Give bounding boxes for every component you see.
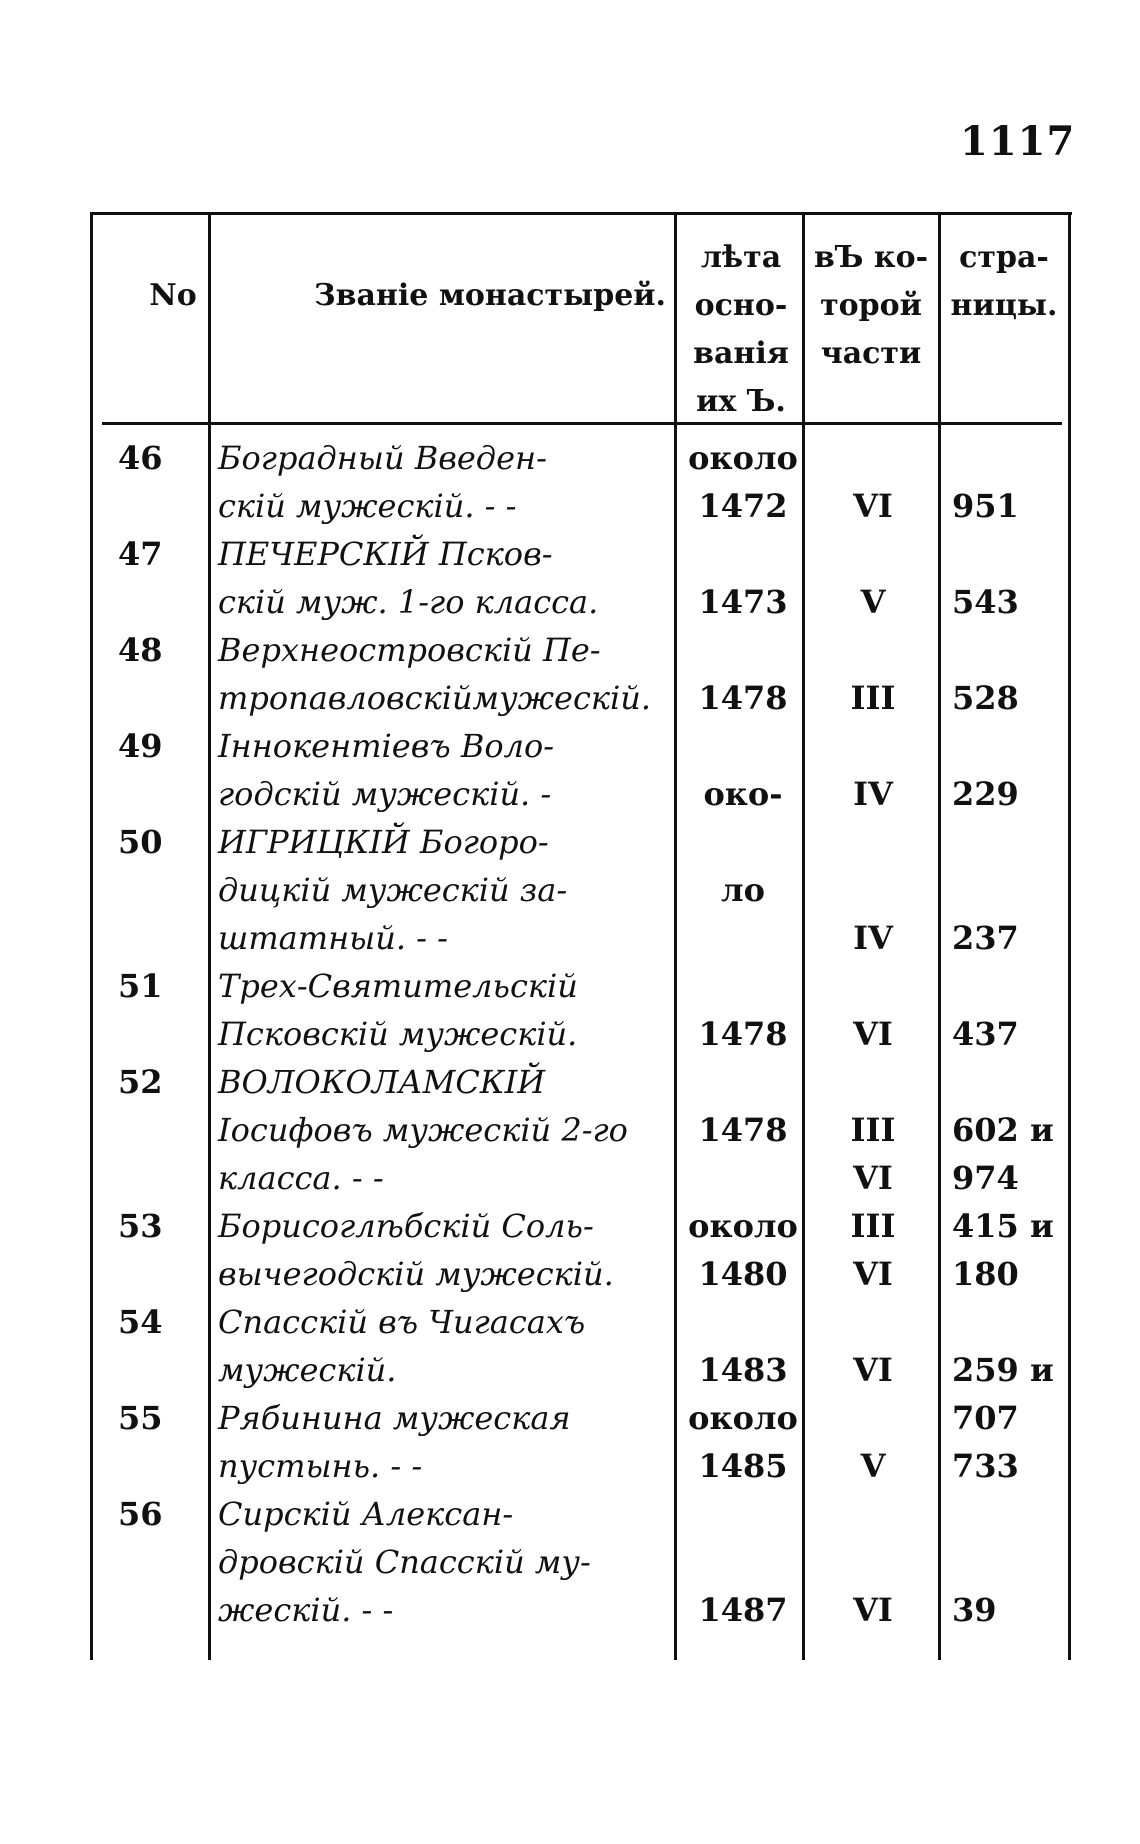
row-year: ло (721, 871, 765, 909)
row-year: около 1472 (688, 439, 798, 525)
row-year: 1483 (698, 1351, 788, 1389)
table-row (90, 1298, 1080, 1394)
row-title: Боградный Введен- скій мужескій. - - (218, 439, 547, 525)
row-year: около 1480 (688, 1207, 798, 1293)
row-number: 51 (118, 967, 163, 1005)
row-part: V (860, 583, 886, 621)
row-page: 229 (952, 775, 1019, 813)
row-page: 39 (952, 1591, 997, 1629)
table-row (90, 818, 1080, 962)
row-part: IV (853, 919, 893, 957)
row-year: 1478 (698, 679, 788, 717)
row-title: Сирскій Алексан- дровскій Спасскій му- жескій. - - (218, 1495, 591, 1629)
row-page: 437 (952, 1015, 1019, 1053)
monastery-table (90, 212, 1080, 1660)
row-number: 55 (118, 1399, 163, 1437)
row-year: око- (703, 775, 783, 813)
row-number: 48 (118, 631, 163, 669)
row-part: V (860, 1447, 886, 1485)
header-title: Званіе монастырей. (314, 278, 666, 313)
header-no: No (149, 278, 197, 313)
row-part: VI (853, 1015, 893, 1053)
row-page: 707 733 (952, 1399, 1019, 1485)
row-year: около 1485 (688, 1399, 798, 1485)
table-row (90, 722, 1080, 818)
row-page: 951 (952, 487, 1019, 525)
row-page: 602 и 974 (952, 1111, 1054, 1197)
row-year: 1473 (698, 583, 788, 621)
row-title: Спасскій въ Чигасахъ мужескій. (218, 1303, 586, 1389)
row-part: VI (853, 1591, 893, 1629)
row-number: 49 (118, 727, 163, 765)
row-title: ИГРИЦКІЙ Богоро- дицкій мужескій за- штатный. - - (218, 823, 568, 957)
table-row (90, 1058, 1080, 1202)
row-part: IV (853, 775, 893, 813)
table-row (90, 626, 1080, 722)
table-top-rule (90, 212, 1072, 215)
row-number: 54 (118, 1303, 163, 1341)
table-row (90, 530, 1080, 626)
row-number: 52 (118, 1063, 163, 1101)
row-title: Борисоглѣбскій Соль- вычегодскій мужескій. (218, 1207, 614, 1293)
row-number: 47 (118, 535, 163, 573)
row-page: 259 и (952, 1351, 1054, 1389)
row-page: 415 и 180 (952, 1207, 1054, 1293)
header-years: лѣта осно- ванія их Ъ. (693, 240, 789, 419)
row-number: 50 (118, 823, 163, 861)
row-part: III VI (850, 1207, 896, 1293)
row-title: Рябинина мужеская пустынь. - - (218, 1399, 571, 1485)
row-part: VI (853, 1351, 893, 1389)
table-row (90, 1490, 1080, 1634)
row-page: 543 (952, 583, 1019, 621)
row-title: ПЕЧЕРСКІЙ Псков- скій муж. 1-го класса. (218, 535, 599, 621)
row-title: Іннокентіевъ Воло- годскій мужескій. - (218, 727, 555, 813)
row-title: ВОЛОКОЛАМСКІЙ Іосифовъ мужескій 2-го класса. - - (218, 1063, 628, 1197)
header-part: вЪ ко- торой части (813, 240, 929, 371)
page-number: 1117 (960, 118, 1076, 165)
row-part: III (850, 679, 896, 717)
table-row (90, 1394, 1080, 1490)
table-row (90, 434, 1080, 530)
row-number: 56 (118, 1495, 163, 1533)
row-page: 237 (952, 919, 1019, 957)
row-title: Верхнеостровскій Пе- тропавловскіймужескій. (218, 631, 651, 717)
header-page: стра- ницы. (950, 240, 1058, 323)
row-part: III VI (850, 1111, 896, 1197)
row-year: 1487 (698, 1591, 788, 1629)
row-part: VI (853, 487, 893, 525)
row-page: 528 (952, 679, 1019, 717)
row-title: Трех-Святительскій Псковскій мужескій. (218, 967, 578, 1053)
row-year: 1478 (698, 1015, 788, 1053)
row-year: 1478 (698, 1111, 788, 1149)
table-row (90, 1202, 1080, 1298)
row-number: 53 (118, 1207, 163, 1245)
table-row (90, 962, 1080, 1058)
row-number: 46 (118, 439, 163, 477)
header-bottom-rule (102, 422, 1062, 425)
